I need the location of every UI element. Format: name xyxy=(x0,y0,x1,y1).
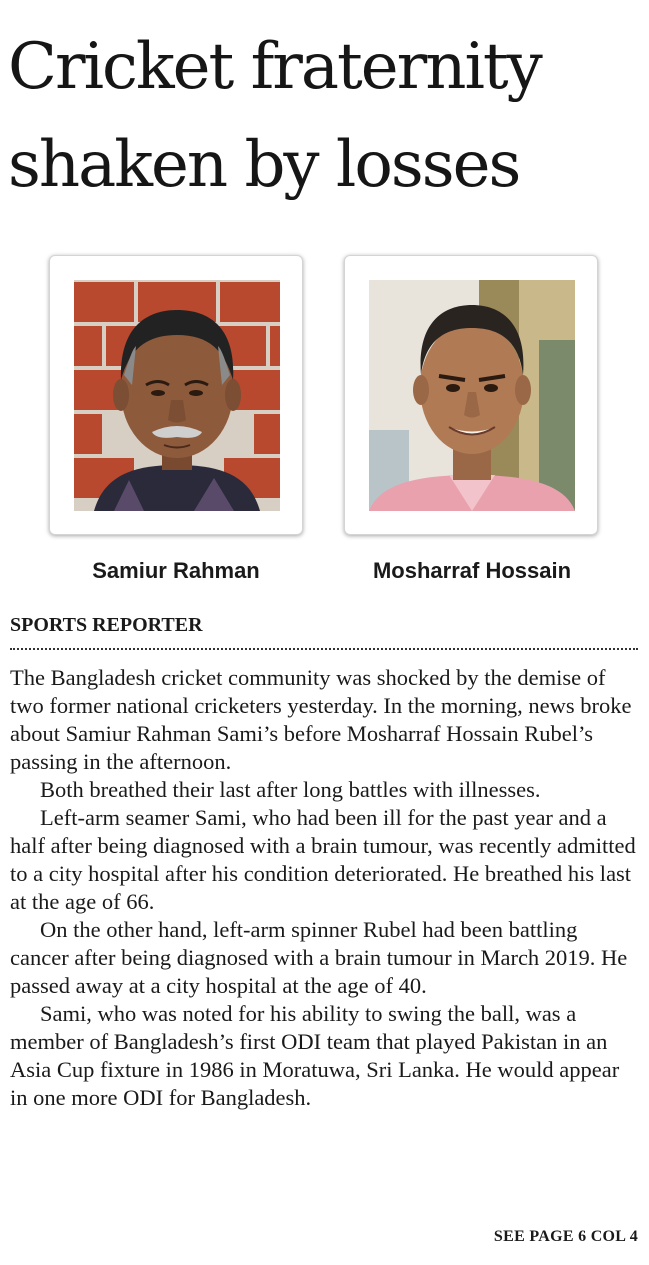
continuation-jump-link[interactable]: SEE PAGE 6 COL 4 xyxy=(493,1228,638,1245)
paragraph-3: Left-arm seamer Sami, who had been ill for the past year and a half after being diagnosed with a brain tumour, was recently admitted to a city hospital after his condition deteriorated. He breathed his last at the age of 66. xyxy=(10,805,636,914)
headline xyxy=(8,18,644,214)
photo-samiur-rahman xyxy=(49,255,303,535)
paragraph-1: The Bangladesh cricket community was shocked by the demise of two former national cricketers yesterday. In the morning, news broke about Samiur Rahman Sami’s before Mosharraf Hossain Rubel’s passing in the afternoon. xyxy=(10,665,632,774)
article-body xyxy=(10,664,640,1112)
paragraph-2: Both breathed their last after long battles with illnesses. xyxy=(40,777,541,802)
headline-line-1: Cricket fraternity xyxy=(8,30,541,104)
byline: SPORTS REPORTER xyxy=(10,614,203,636)
headline-line-2: shaken by losses xyxy=(8,128,520,202)
portrait-mosharraf-hossain-image xyxy=(369,280,575,511)
paragraph-5: Sami, who was noted for his ability to swing the ball, was a member of Bangladesh’s first ODI team that played Pakistan in an Asia Cup fixture in 1986 in Moratuwa, Sri Lanka. He would appear in one more ODI for Bangladesh. xyxy=(10,1001,620,1110)
photo-caption-mosharraf-hossain: Mosharraf Hossain xyxy=(372,558,572,583)
photo-mosharraf-hossain xyxy=(344,255,598,535)
photo-caption-samiur-rahman: Samiur Rahman xyxy=(92,558,260,583)
portrait-samiur-rahman-image xyxy=(74,280,280,511)
dotted-divider xyxy=(10,648,638,650)
paragraph-4: On the other hand, left-arm spinner Rubel had been battling cancer after being diagnosed with a brain tumour in March 2019. He passed away at a city hospital at the age of 40. xyxy=(10,917,628,998)
